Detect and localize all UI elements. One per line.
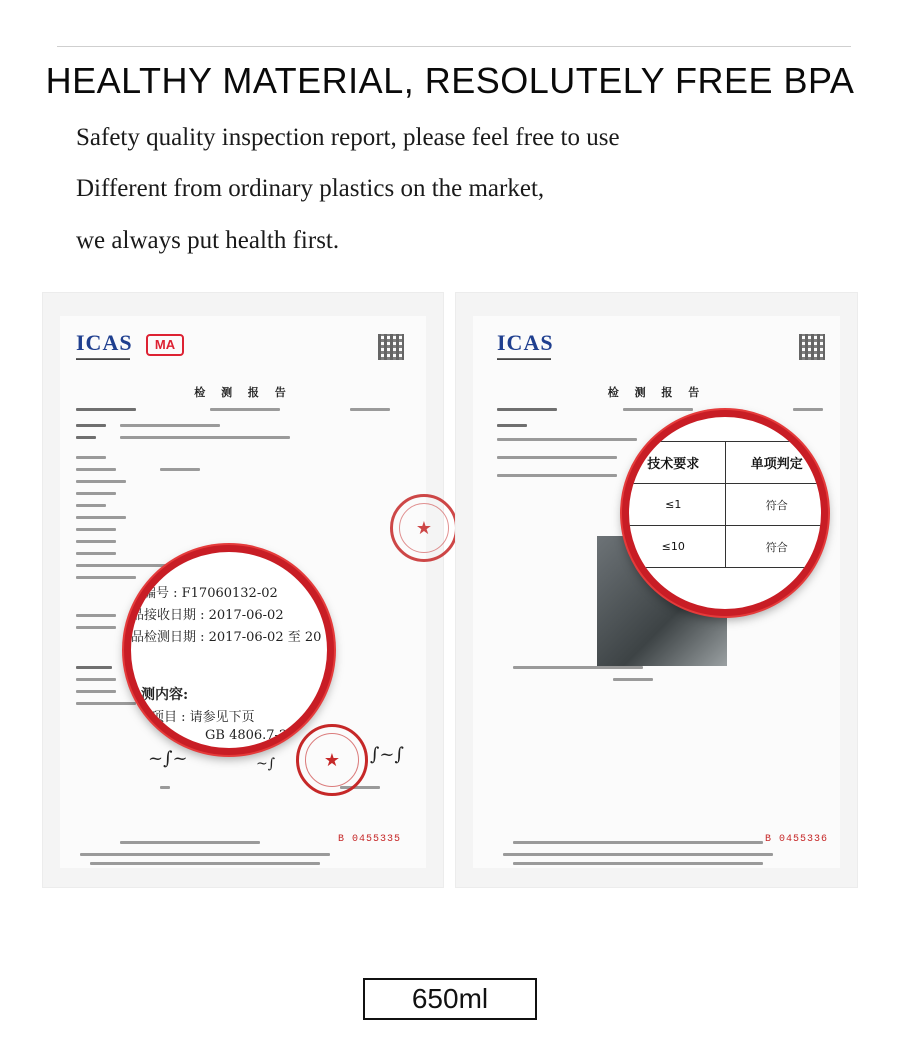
top-divider bbox=[57, 46, 851, 47]
icas-logo: ICAS bbox=[76, 330, 133, 355]
signature-reviewer: ~∫ bbox=[256, 756, 276, 772]
test-agency-seal-stamp: ★ bbox=[296, 724, 368, 796]
sample-number-row: 编号 : F17060132-02 bbox=[143, 586, 278, 601]
test-content-heading: 测内容: bbox=[141, 687, 189, 703]
table-cell: 符合 bbox=[725, 526, 828, 568]
table-header-judgement: 单项判定 bbox=[725, 442, 828, 484]
table-cell: 符合 bbox=[725, 484, 828, 526]
page-headline: HEALTHY MATERIAL, RESOLUTELY FREE BPA bbox=[45, 60, 855, 101]
intro-line-2: Different from ordinary plastics on the market, bbox=[76, 175, 545, 202]
capacity-label: 650ml bbox=[363, 978, 537, 1020]
signature-inspector: ∫~∫ bbox=[370, 744, 404, 765]
report-serial-number: B 0455336 bbox=[765, 834, 829, 845]
magnified-detail-circle bbox=[124, 545, 334, 755]
official-seal-stamp: ★ bbox=[390, 494, 458, 562]
table-cell: ≤1 bbox=[622, 484, 725, 526]
inspection-report-right bbox=[455, 292, 858, 888]
test-item-row: 项目 : 请参见下页 bbox=[151, 710, 255, 725]
signature-approver: ~∫~ bbox=[148, 748, 188, 769]
report-title: 检 测 报 告 bbox=[607, 386, 706, 399]
sample-test-date-row: 品检测日期 : 2017-06-02 至 20 bbox=[131, 630, 322, 645]
logo-subtext: ▬▬▬▬▬▬▬▬▬ bbox=[76, 356, 130, 362]
inspection-report-left bbox=[42, 292, 444, 888]
test-standard-row: GB 4806.7-20 bbox=[205, 728, 296, 743]
table-header-requirement: 技术要求 bbox=[622, 442, 725, 484]
requirements-table bbox=[622, 441, 828, 568]
report-title: 检 测 报 告 bbox=[194, 386, 292, 399]
table-cell: ≤10 bbox=[622, 526, 725, 568]
intro-line-1: Safety quality inspection report, please feel free to use bbox=[76, 124, 620, 151]
icas-logo: ICAS bbox=[497, 330, 554, 355]
logo-subtext: ▬▬▬▬▬▬▬▬▬ bbox=[497, 356, 551, 362]
sample-received-date-row: 品接收日期 : 2017-06-02 bbox=[131, 608, 284, 623]
magnified-detail-circle bbox=[622, 410, 828, 616]
qr-code-icon bbox=[799, 334, 825, 360]
intro-line-3: we always put health first. bbox=[76, 227, 340, 254]
qr-code-icon bbox=[378, 334, 404, 360]
report-serial-number: B 0455335 bbox=[338, 834, 402, 845]
ma-certification-mark: MA bbox=[146, 334, 184, 356]
